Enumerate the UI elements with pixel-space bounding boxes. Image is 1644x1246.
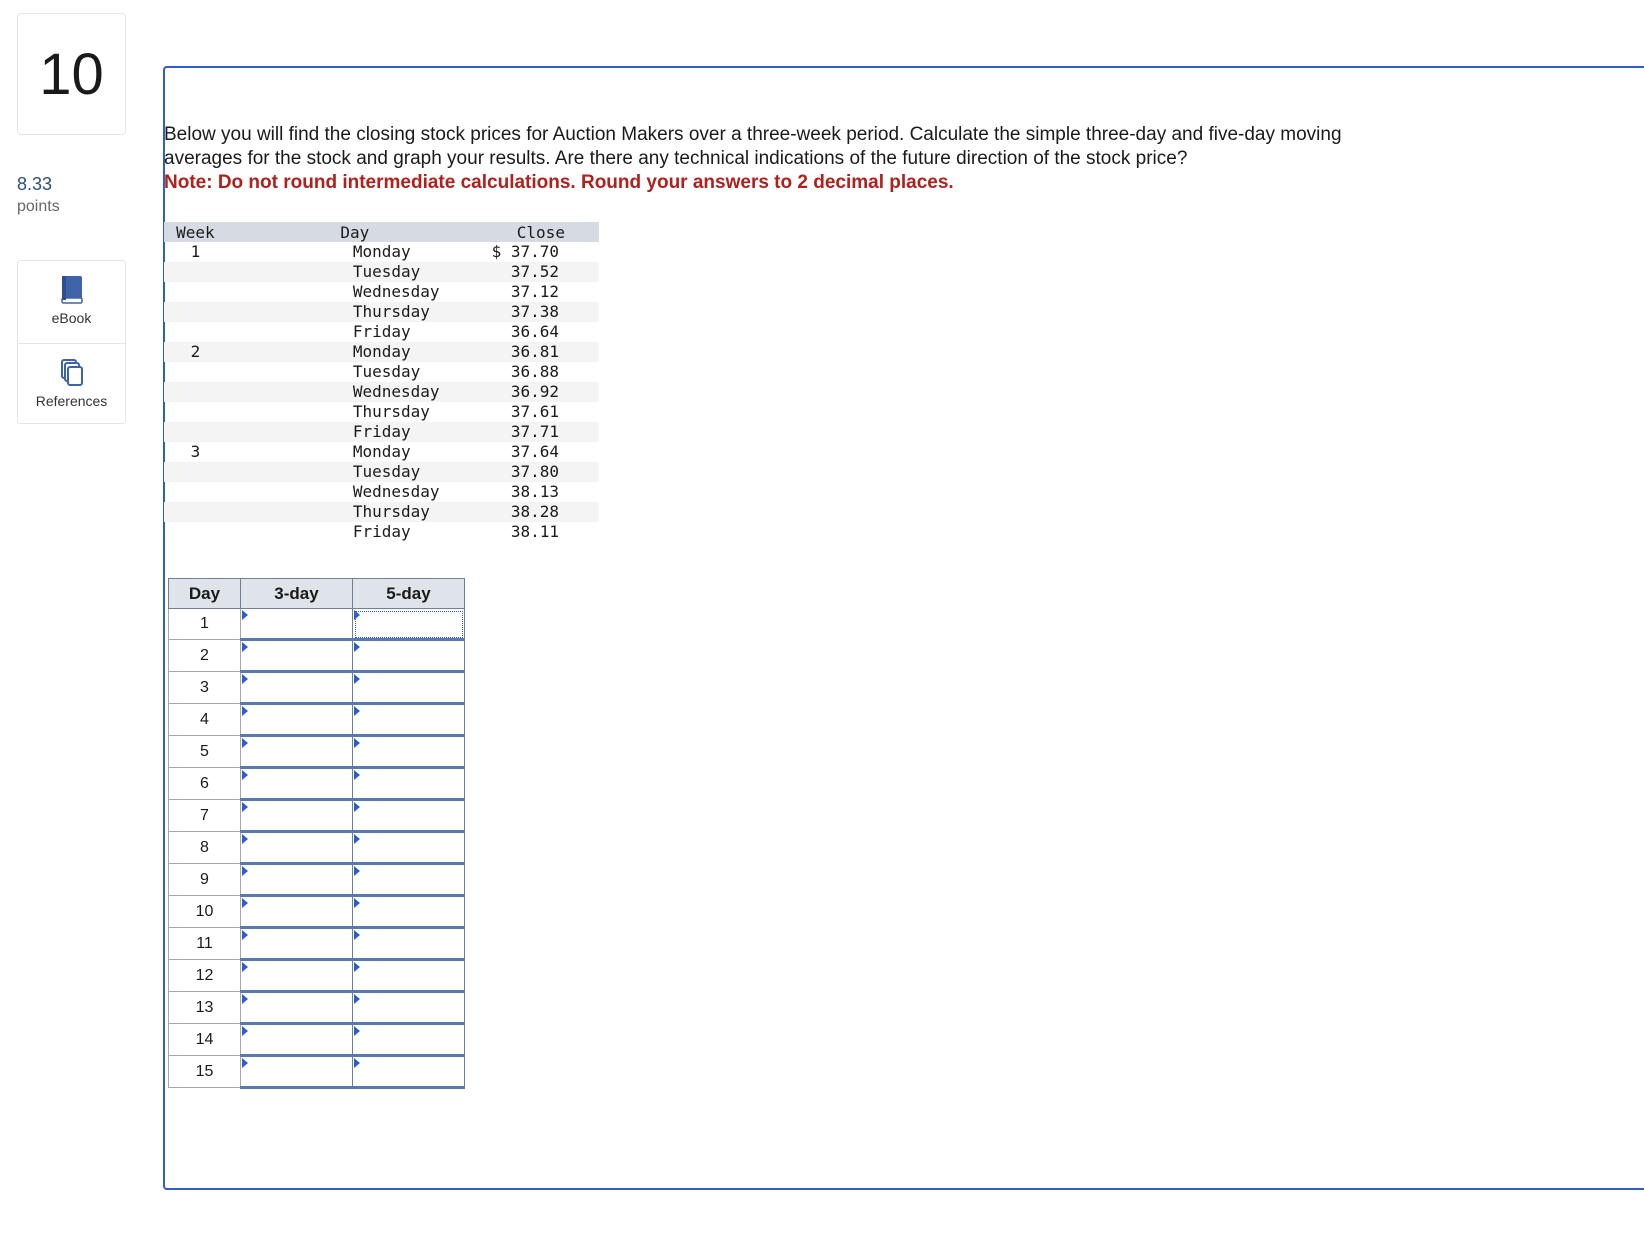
cell-marker-icon [354, 1058, 360, 1068]
day-number: 4 [169, 704, 241, 736]
week-cell: 3 [190, 442, 201, 461]
day-cell: Monday [352, 442, 411, 461]
price-row [164, 522, 599, 542]
five-day-input-cell [353, 609, 465, 640]
close-cell: 38.28 [483, 502, 599, 522]
cell-marker-icon [354, 930, 360, 940]
ebook-button[interactable] [18, 261, 125, 343]
ebook-label: eBook [51, 310, 92, 326]
close-cell: 36.88 [510, 362, 559, 381]
question-prompt: Below you will find the closing stock prices for Auction Makers over a three-week period. Calculate the simple three-day and five-day moving averages for the stock and graph your results. Are there any technical indications of the future direction of the stock price? [164, 124, 1342, 169]
five-day-input-cell [353, 768, 465, 800]
points-value: 8.33 [17, 174, 53, 194]
close-cell: 38.13 [510, 482, 559, 501]
cell-marker-icon [354, 834, 360, 844]
cell-marker-icon [354, 1026, 360, 1036]
week-cell: 1 [190, 242, 201, 261]
answer-row [169, 992, 465, 1024]
answer-row [169, 960, 465, 992]
day-number: 1 [169, 609, 241, 640]
week-cell [164, 482, 227, 502]
day-cell: Wednesday [352, 282, 440, 301]
price-row [164, 342, 599, 362]
close-cell: 36.81 [483, 342, 599, 362]
cell-marker-icon [242, 898, 248, 908]
price-row [164, 322, 599, 342]
week-cell [164, 382, 227, 402]
day-number: 3 [169, 672, 241, 704]
close-cell: 37.64 [510, 442, 559, 461]
answer-row [169, 864, 465, 896]
three-day-input[interactable] [241, 961, 352, 990]
cell-marker-icon [354, 962, 360, 972]
three-day-input-cell [241, 672, 353, 704]
day-cell: Friday [352, 322, 411, 341]
cell-marker-icon [354, 706, 360, 716]
five-day-input[interactable] [353, 641, 464, 670]
day-number: 6 [169, 768, 241, 800]
three-day-input-cell [241, 800, 353, 832]
five-day-input-cell [353, 928, 465, 960]
three-day-input-cell [241, 1024, 353, 1056]
day-cell: Thursday [227, 502, 483, 522]
close-cell: 36.92 [483, 382, 599, 402]
close-cell: $ 37.70 [491, 242, 559, 261]
day-number: 5 [169, 736, 241, 768]
day-cell: Friday [352, 522, 411, 541]
price-row [164, 242, 599, 262]
three-day-input-cell [241, 832, 353, 864]
day-column-header: Day [169, 579, 241, 609]
five-day-input-cell [353, 672, 465, 704]
day-number: 9 [169, 864, 241, 896]
week-cell [164, 422, 227, 442]
three-day-input-cell [241, 928, 353, 960]
five-day-input-cell [353, 800, 465, 832]
references-button[interactable] [18, 343, 125, 425]
five-day-input[interactable] [353, 929, 464, 958]
week-cell [164, 322, 227, 342]
five-day-input-cell [353, 1024, 465, 1056]
cell-marker-icon [242, 1026, 248, 1036]
three-day-input[interactable] [241, 737, 352, 766]
cell-marker-icon [242, 994, 248, 1004]
price-row [164, 442, 599, 462]
close-cell: 38.11 [510, 522, 559, 541]
day-cell: Tuesday [352, 362, 421, 381]
five-day-input-cell [353, 704, 465, 736]
five-day-input-cell [353, 992, 465, 1024]
five-day-input[interactable] [353, 833, 464, 862]
three-day-input[interactable] [241, 897, 352, 926]
cell-marker-icon [354, 994, 360, 1004]
cell-marker-icon [242, 706, 248, 716]
answer-row [169, 609, 465, 640]
cell-marker-icon [242, 770, 248, 780]
five-day-input-cell [353, 960, 465, 992]
cell-marker-icon [242, 866, 248, 876]
day-cell: Friday [227, 422, 483, 442]
three-day-input[interactable] [241, 641, 352, 670]
three-day-input[interactable] [241, 1057, 352, 1086]
cell-marker-icon [354, 610, 360, 620]
three-day-input[interactable] [241, 833, 352, 862]
five-day-input[interactable] [353, 705, 464, 734]
cell-marker-icon [354, 802, 360, 812]
price-rows [164, 242, 599, 542]
tools-panel [17, 260, 126, 424]
cell-marker-icon [242, 1058, 248, 1068]
week-cell [164, 522, 227, 542]
cell-marker-icon [354, 738, 360, 748]
three-day-column-header: 3-day [241, 579, 353, 609]
close-cell: 37.80 [483, 462, 599, 482]
day-number: 2 [169, 640, 241, 672]
price-row [164, 262, 599, 282]
day-cell: Tuesday [227, 262, 483, 282]
day-cell: Thursday [352, 402, 430, 421]
week-cell [164, 262, 227, 282]
five-day-input[interactable] [353, 961, 464, 990]
five-day-input-cell [353, 736, 465, 768]
price-row [164, 282, 599, 302]
close-cell: 37.61 [510, 402, 559, 421]
day-number: 11 [169, 928, 241, 960]
day-cell: Wednesday [352, 482, 440, 501]
answer-row [169, 1056, 465, 1088]
close-header: Close [483, 222, 599, 242]
five-day-input[interactable] [353, 769, 464, 798]
price-row [164, 362, 599, 382]
day-cell: Wednesday [227, 382, 483, 402]
close-cell: 37.52 [483, 262, 599, 282]
references-label: References [35, 393, 108, 409]
answer-row [169, 928, 465, 960]
three-day-input-cell [241, 768, 353, 800]
three-day-input-cell [241, 609, 353, 640]
week-cell [164, 302, 227, 322]
three-day-input[interactable] [241, 609, 352, 638]
week-cell: 2 [164, 342, 227, 362]
day-header: Day [227, 222, 483, 242]
week-cell [164, 462, 227, 482]
answer-row [169, 832, 465, 864]
five-day-column-header: 5-day [353, 579, 465, 609]
cell-marker-icon [242, 802, 248, 812]
cell-marker-icon [242, 930, 248, 940]
answer-row [169, 704, 465, 736]
close-cell: 37.71 [483, 422, 599, 442]
close-cell: 37.12 [510, 282, 559, 301]
cell-marker-icon [242, 738, 248, 748]
day-cell: Monday [227, 342, 483, 362]
day-number: 15 [169, 1056, 241, 1088]
five-day-input[interactable] [353, 801, 464, 830]
day-cell: Thursday [227, 302, 483, 322]
price-row [164, 502, 599, 522]
cell-marker-icon [242, 962, 248, 972]
price-row [164, 302, 599, 322]
five-day-input[interactable] [353, 1057, 464, 1086]
three-day-input[interactable] [241, 769, 352, 798]
three-day-input[interactable] [241, 1025, 352, 1054]
cell-marker-icon [354, 898, 360, 908]
price-row [164, 462, 599, 482]
five-day-input[interactable] [353, 1025, 464, 1054]
day-number: 12 [169, 960, 241, 992]
three-day-input-cell [241, 640, 353, 672]
week-cell [164, 362, 227, 382]
day-number: 7 [169, 800, 241, 832]
answer-row [169, 896, 465, 928]
five-day-input[interactable] [353, 609, 464, 638]
cell-marker-icon [354, 642, 360, 652]
day-number: 10 [169, 896, 241, 928]
five-day-input[interactable] [353, 897, 464, 926]
five-day-input-cell [353, 832, 465, 864]
day-cell: Monday [352, 242, 411, 261]
cell-marker-icon [242, 642, 248, 652]
answer-row [169, 800, 465, 832]
price-row [164, 382, 599, 402]
week-header: Week [164, 222, 227, 242]
three-day-input-cell [241, 736, 353, 768]
five-day-input-cell [353, 896, 465, 928]
three-day-input[interactable] [241, 865, 352, 894]
three-day-input[interactable] [241, 801, 352, 830]
week-cell [164, 502, 227, 522]
question-text-block [164, 123, 1424, 195]
price-row [164, 402, 599, 422]
cell-marker-icon [242, 834, 248, 844]
three-day-input-cell [241, 960, 353, 992]
three-day-input-cell [241, 1056, 353, 1088]
cell-marker-icon [242, 610, 248, 620]
question-number-box [17, 13, 126, 135]
three-day-input-cell [241, 992, 353, 1024]
three-day-input[interactable] [241, 929, 352, 958]
moving-average-table [168, 578, 465, 1089]
three-day-input-cell [241, 896, 353, 928]
question-number: 10 [39, 41, 104, 107]
answer-row [169, 672, 465, 704]
three-day-input-cell [241, 864, 353, 896]
five-day-input[interactable] [353, 993, 464, 1022]
five-day-input-cell [353, 640, 465, 672]
three-day-input[interactable] [241, 993, 352, 1022]
price-row [164, 482, 599, 502]
answer-row [169, 736, 465, 768]
answer-row [169, 768, 465, 800]
answer-rows [169, 609, 465, 1088]
copy-icon [59, 358, 85, 388]
week-cell [164, 282, 227, 302]
cell-marker-icon [354, 866, 360, 876]
rounding-note: Note: Do not round intermediate calculations. Round your answers to 2 decimal places. [164, 172, 954, 193]
answer-row [169, 1024, 465, 1056]
week-cell [164, 402, 227, 422]
five-day-input-cell [353, 1056, 465, 1088]
three-day-input-cell [241, 704, 353, 736]
points-label: points [17, 198, 60, 215]
day-number: 14 [169, 1024, 241, 1056]
cell-marker-icon [354, 674, 360, 684]
five-day-input[interactable] [353, 673, 464, 702]
five-day-input-cell [353, 864, 465, 896]
day-number: 8 [169, 832, 241, 864]
cell-marker-icon [242, 674, 248, 684]
day-number: 13 [169, 992, 241, 1024]
stock-price-table [164, 222, 599, 542]
answer-row [169, 640, 465, 672]
close-cell: 37.38 [483, 302, 599, 322]
book-icon [59, 275, 85, 305]
price-row [164, 422, 599, 442]
day-cell: Tuesday [227, 462, 483, 482]
five-day-input[interactable] [353, 865, 464, 894]
five-day-input[interactable] [353, 737, 464, 766]
cell-marker-icon [354, 770, 360, 780]
three-day-input[interactable] [241, 673, 352, 702]
three-day-input[interactable] [241, 705, 352, 734]
close-cell: 36.64 [510, 322, 559, 341]
